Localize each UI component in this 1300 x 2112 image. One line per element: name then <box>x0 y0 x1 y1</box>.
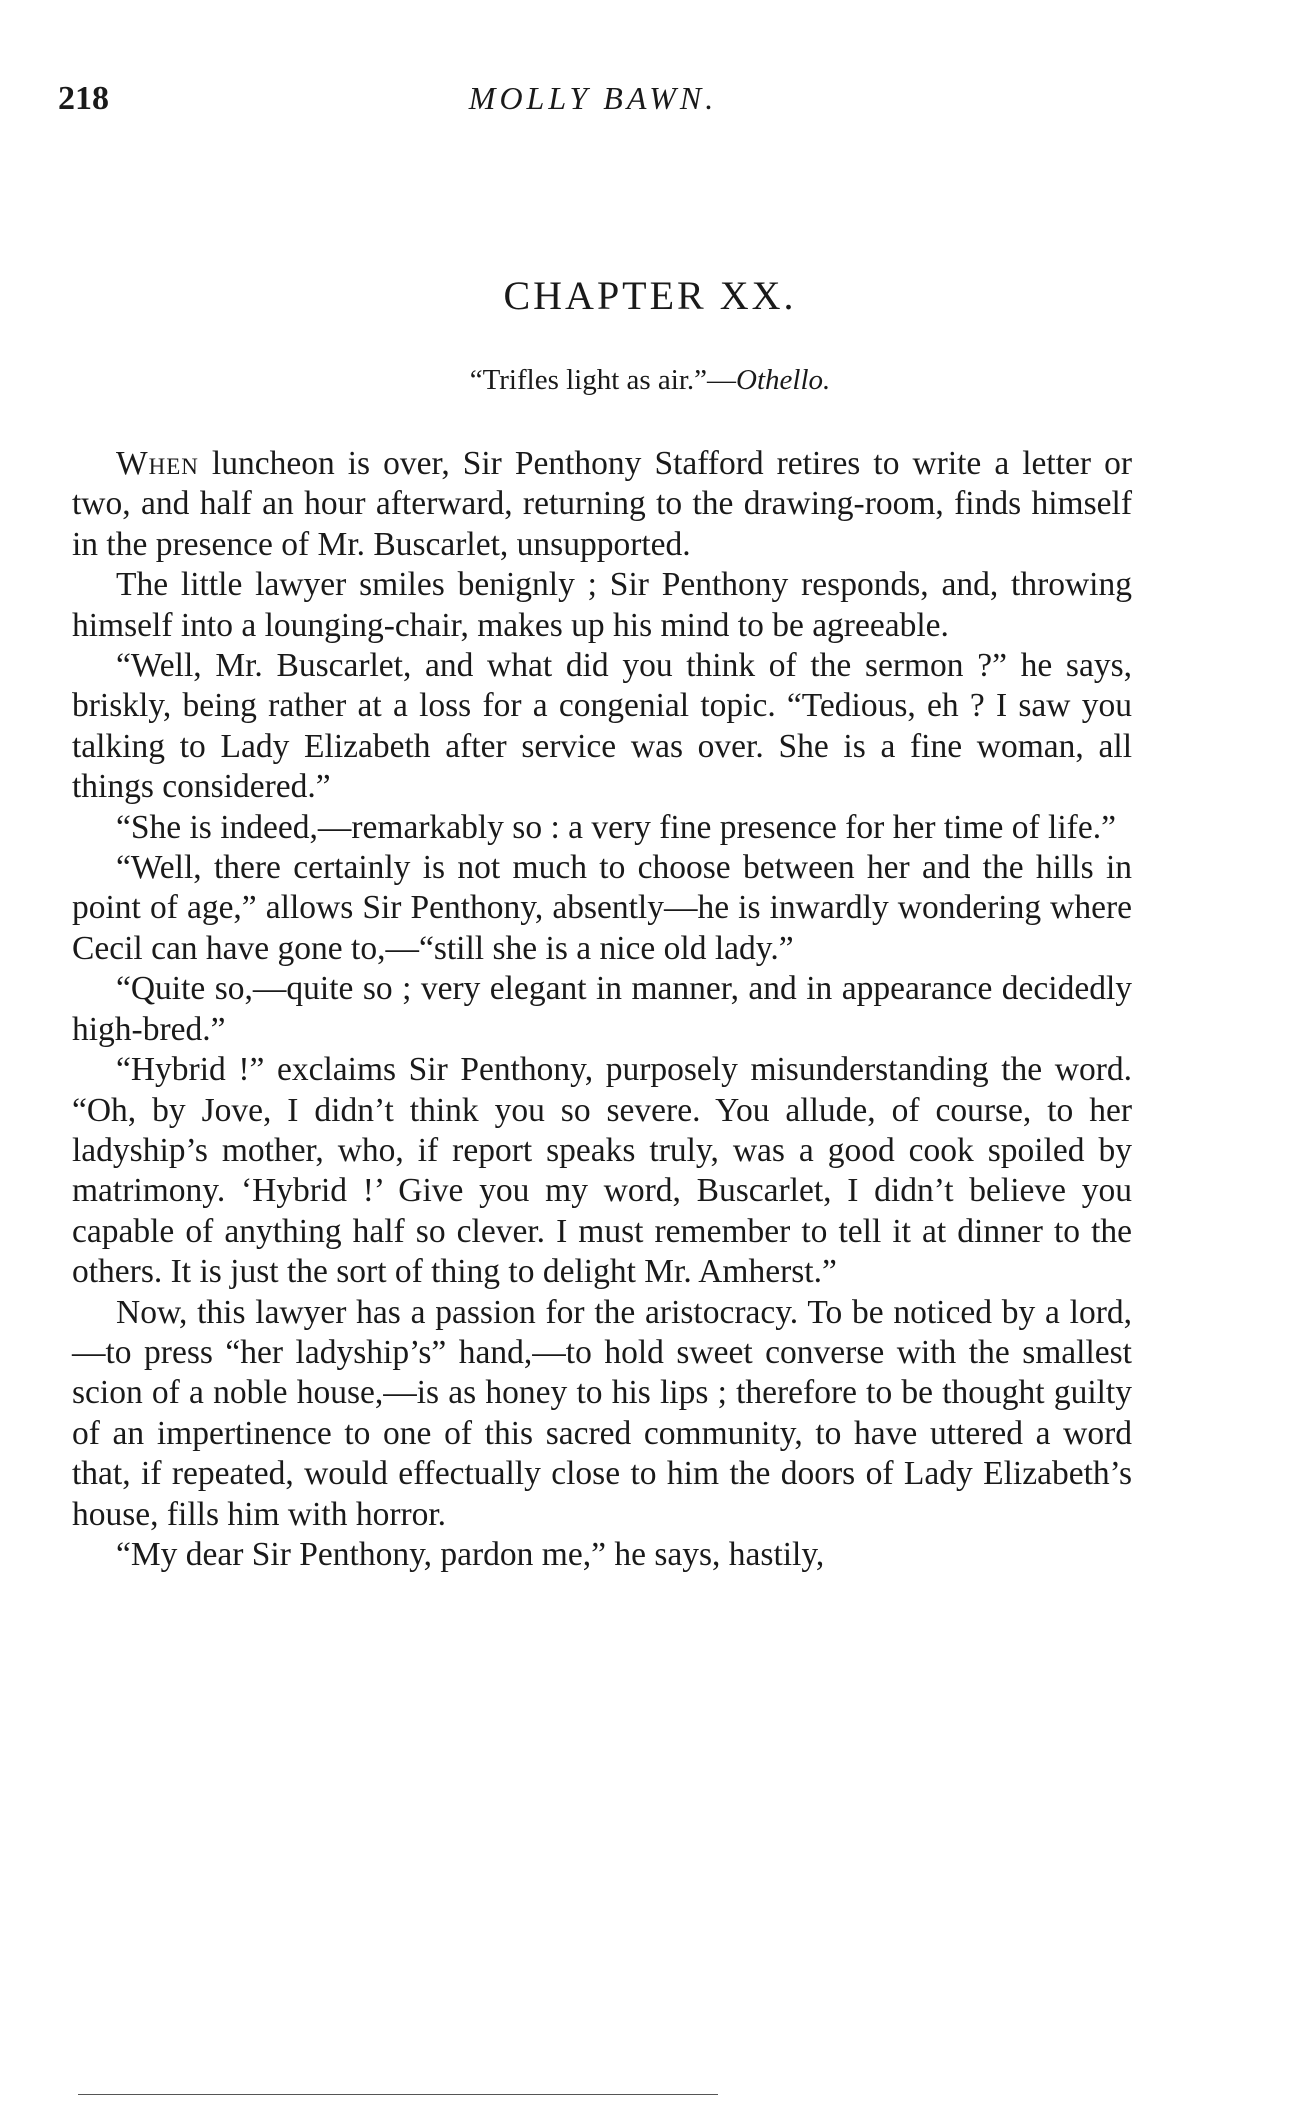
paragraph: “She is indeed,—remarkably so : a very fine presence for her time of life.” <box>116 808 1116 846</box>
paragraph: Now, this lawyer has a passion for the aristocracy. To be noticed by a lord,—to press “her ladyship’s” hand,—to hold sweet converse with the smallest scion of a noble house,—is as honey to his lips ; therefore to be thought guilty of an impertinence to one of this sacred community, to have uttered a word that, if repeated, would effectually close to him the doors of Lady Elizabeth’s house, fills him with horror. <box>72 1293 1132 1533</box>
epigraph-source: Othello. <box>736 364 831 396</box>
body-text <box>72 444 1132 1575</box>
paragraph-lead: When <box>116 445 199 482</box>
epigraph-quote: “Trifles light as air.”— <box>469 364 737 396</box>
running-head <box>58 80 1128 130</box>
epigraph <box>0 364 1300 397</box>
paragraph: “Well, Mr. Buscarlet, and what did you think of the sermon ?” he says, briskly, being rather at a loss for a congenial topic. “Tedious, eh ? I saw you talking to Lady Elizabeth after service was over. She is a fine woman, all things considered.” <box>72 647 1132 806</box>
bottom-rule <box>78 2094 718 2095</box>
paragraph: The little lawyer smiles benignly ; Sir Penthony responds, and, throwing himself into a lounging-chair, makes up his mind to be agreeable. <box>72 566 1132 644</box>
paragraph: “Hybrid !” exclaims Sir Penthony, purposely misunderstanding the word. “Oh, by Jove, I didn’t think you so severe. You allude, of course, to her ladyship’s mother, who, if report speaks truly, was a good cook spoiled by matrimony. ‘Hybrid !’ Give you my word, Buscarlet, I didn’t believe you capable of anything half so clever. I must remember to tell it at dinner to the others. It is just the sort of thing to delight Mr. Amherst.” <box>72 1051 1132 1291</box>
page-number: 218 <box>58 80 109 117</box>
paragraph: “My dear Sir Penthony, pardon me,” he says, hastily, <box>116 1535 825 1573</box>
chapter-title: CHAPTER XX. <box>503 273 797 318</box>
paragraph <box>72 444 1132 565</box>
paragraph-text: luncheon is over, Sir Penthony Stafford retires to write a letter or two, and half an hour afterward, returning to the drawing-room, finds himself in the presence of Mr. Buscarlet, unsupported. <box>72 445 1132 563</box>
paragraph: “Well, there certainly is not much to choose between her and the hills in point of age,” allows Sir Penthony, absently—he is inwardly wondering where Cecil can have gone to,—“still she is a nice old lady.” <box>72 849 1132 967</box>
running-title: MOLLY BAWN. <box>468 80 718 116</box>
paragraph: “Quite so,—quite so ; very elegant in manner, and in appearance decidedly high-bred.” <box>72 970 1132 1048</box>
